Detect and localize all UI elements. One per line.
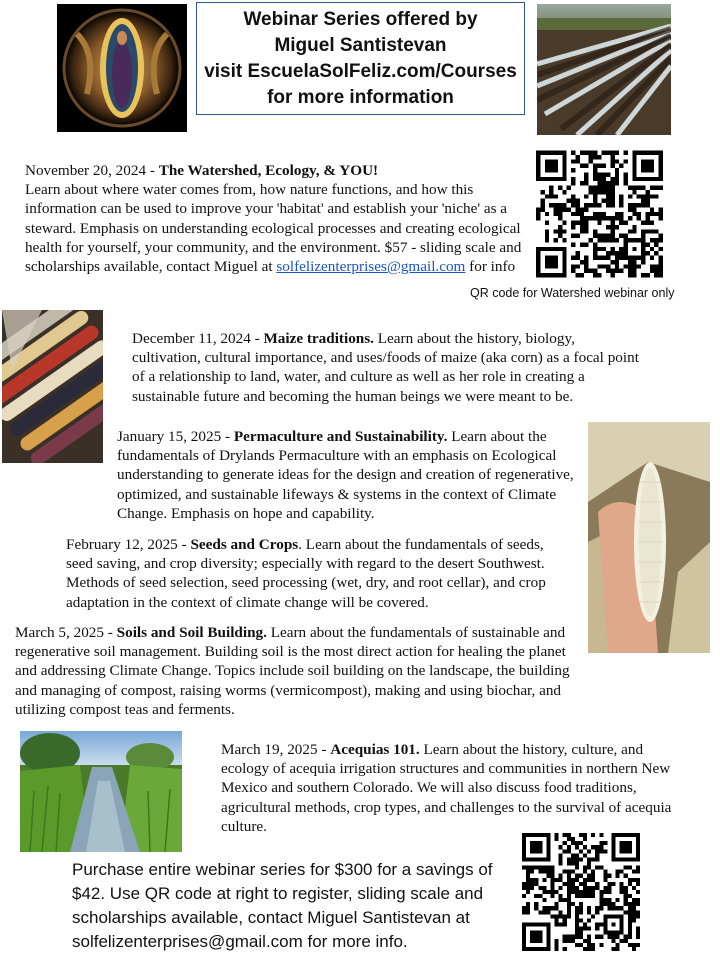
session-body: Learn about the fundamentals of sustainable and regenerative soil management. Building soil is the most direct action for healing the planet and addressing Climate Change. Topics include soil building on the landscape, the building and managing of compost, raising worms (vermicompost), making and using biochar, and utilizing compost teas and ferments. [15, 624, 570, 718]
header-line-4: for more information [267, 86, 454, 108]
session-title: Permaculture and Sustainability. [233, 428, 448, 445]
qr-code-series-registration[interactable] [522, 833, 640, 951]
qr-caption: QR code for Watershed webinar only [470, 286, 675, 300]
multicolor-maize-image [2, 310, 103, 463]
session-tail: for info [465, 258, 516, 276]
guadalupe-corn-image [57, 4, 187, 132]
header-box [196, 2, 525, 115]
acequia-image [20, 731, 182, 852]
white-corn-image [588, 422, 710, 653]
header-line-2: Miguel Santistevan [274, 34, 447, 56]
furrow-field-image [537, 4, 671, 135]
session-watershed [25, 161, 525, 276]
session-title: Maize traditions. [263, 330, 374, 347]
session-body: Learn about the history, biology, cultivation, cultural importance, and uses/foods of maize (aka corn) as a focal point of a relationship to land, water, and culture as well as her role in creating a sustainable future and becoming the human beings we were meant to be. [132, 330, 639, 405]
session-title: Seeds and Crops [190, 536, 299, 553]
session-body: . Learn about the fundamentals of seeds, seed saving, and crop diversity; especially with regard to the desert Southwest. Methods of seed selection, seed processing (wet, dry, and root cellar), and crop adaptation in the context of climate change will be covered. [66, 536, 546, 611]
session-body: Learn about where water comes from, how nature functions, and how this information can be used to improve your 'habitat' and establish your 'niche' as a steward. Emphasis on understanding ecological processes and creating ecological health for yourself, your community, and the environment. $57 - sliding scale and scholarships available, contact Miguel at [25, 181, 522, 276]
purchase-info: Purchase entire webinar series for $300 for a savings of $42. Use QR code at right to register, sliding scale and scholarships available, contact Miguel Santistevan at solfelizenterprises@gmail.com for more info. [72, 860, 493, 951]
header-line-1: Webinar Series offered by [243, 8, 478, 30]
email-link[interactable]: solfelizenterprises@gmail.com [276, 258, 466, 276]
session-acequias [221, 740, 681, 836]
session-date: November 20, 2024 - [25, 162, 159, 179]
session-date: January 15, 2025 - [117, 428, 234, 445]
session-title: The Watershed, Ecology, & YOU! [158, 162, 379, 179]
session-title: Soils and Soil Building. [116, 624, 267, 641]
session-body: Learn about the history, culture, and ecology of acequia irrigation structures and communities in northern New Mexico and southern Colorado. We will also discuss food traditions, agricultural methods, crop types, and challenges to the survival of acequia culture. [221, 741, 672, 835]
session-seeds-crops [66, 535, 566, 612]
session-date: March 5, 2025 - [15, 624, 117, 641]
session-soils [15, 623, 575, 719]
qr-code-watershed[interactable] [536, 150, 663, 278]
session-body: Learn about the fundamentals of Drylands Permaculture with an emphasis on Ecological understanding to generate ideas for the design and creation of regenerative, optimized, and sustainable lifeways & systems in the context of Climate Change. Emphasis on hope and capability. [117, 428, 574, 522]
session-title: Acequias 101. [330, 741, 420, 758]
session-date: March 19, 2025 - [221, 741, 331, 758]
session-date: February 12, 2025 - [66, 536, 191, 553]
session-date: December 11, 2024 - [132, 330, 264, 347]
session-permaculture [117, 427, 582, 523]
session-maize [132, 329, 647, 406]
header-line-3: visit EscuelaSolFeliz.com/Courses [204, 60, 517, 82]
